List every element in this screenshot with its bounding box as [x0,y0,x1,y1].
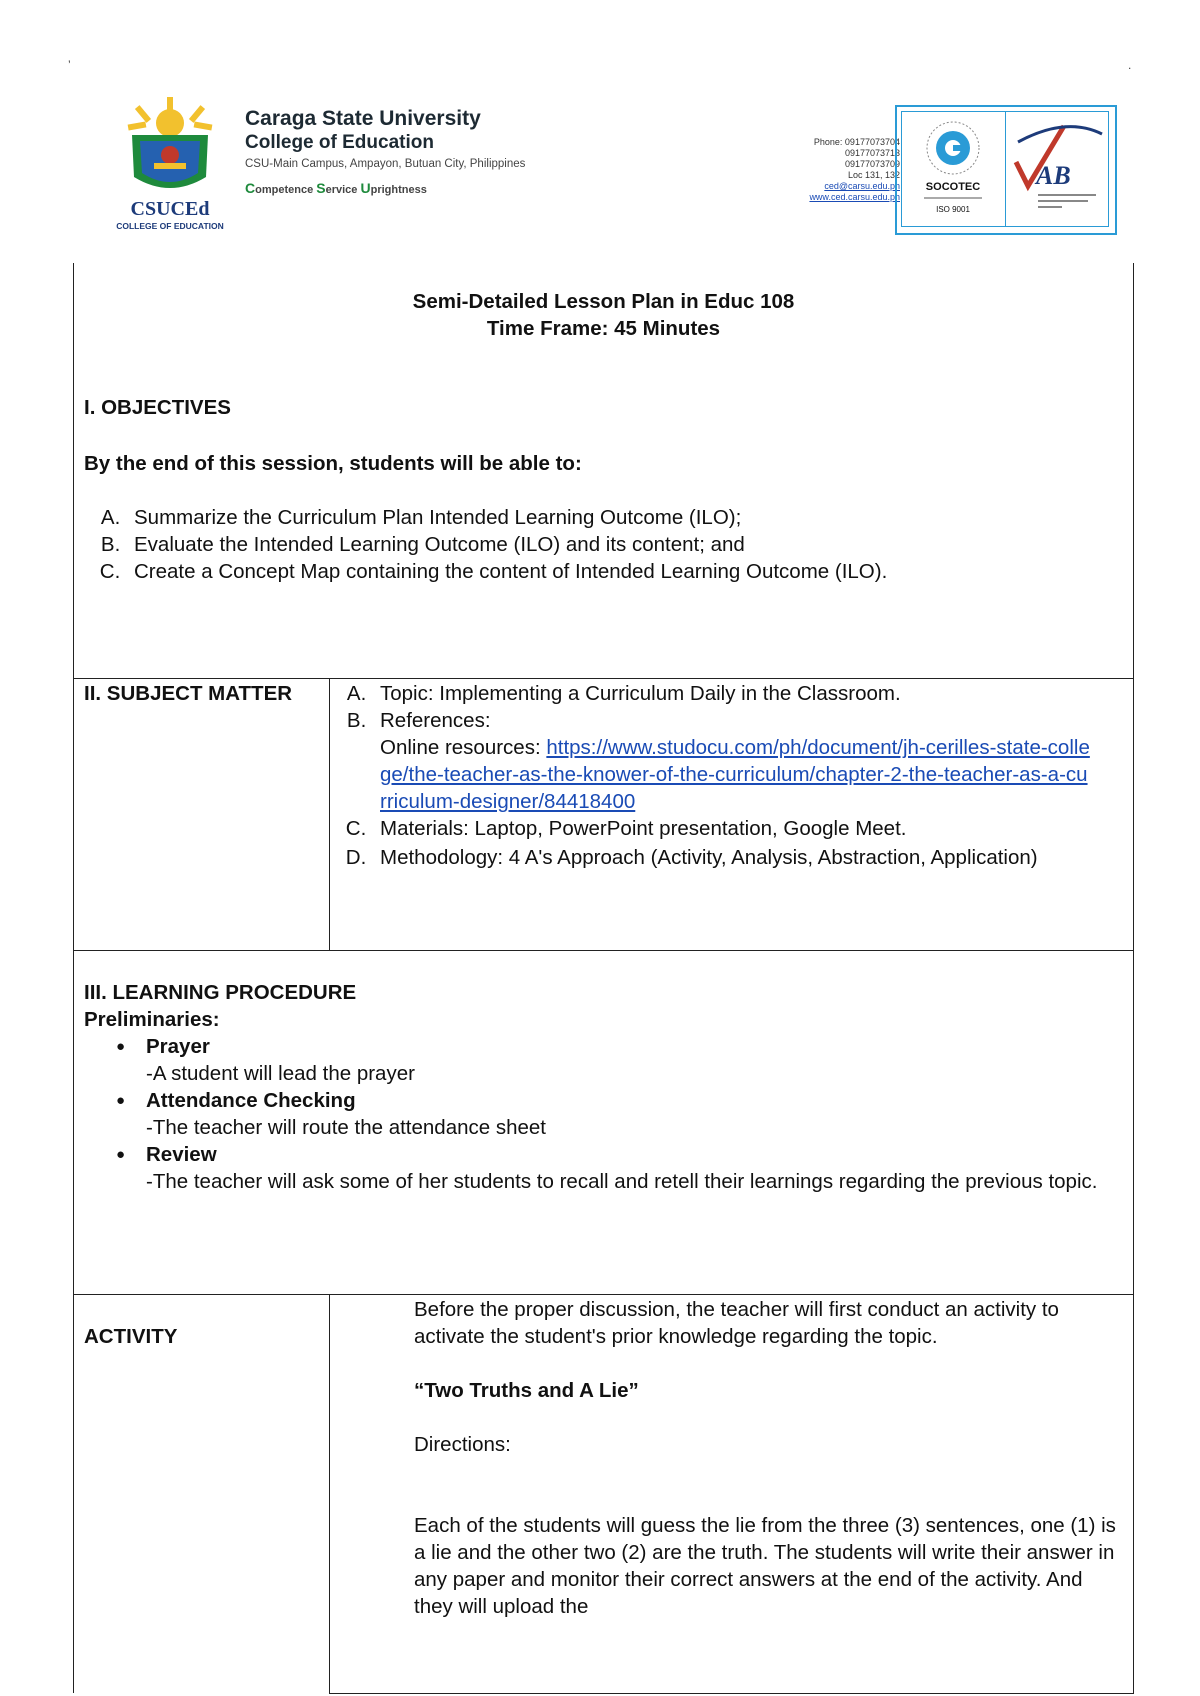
objective-item: A. Summarize the Curriculum Plan Intended Learning Outcome (ILO); [126,504,1123,531]
preliminary-item [116,1087,1123,1141]
university-info [245,107,525,196]
motto-word-competence: ompetence [255,184,317,196]
certification-inner [901,111,1109,227]
objective-item: B. Evaluate the Intended Learning Outcome (ILO) and its content; and [126,531,1123,558]
title-objectives-cell [74,263,1134,679]
iso-label: ISO 9001 [936,205,970,214]
preliminary-item [116,1033,1123,1087]
references-label: B. References: [380,709,491,732]
campus-address: CSU-Main Campus, Ampayon, Butuan City, Philippines [245,158,526,170]
preliminary-title: ● Prayer [146,1035,210,1058]
socotec-label: SOCOTEC [925,181,981,193]
contact-info [790,137,900,203]
motto-initial-c: C [245,180,256,196]
directions-label: Directions: [414,1433,511,1456]
contact-phone-3: 09177073709 [844,159,900,169]
subject-matter-content [330,679,1134,951]
contact-phone-2: 09177073713 [844,148,900,158]
preliminary-desc: -The teacher will ask some of her students to recall and retell their learnings regarding the previous topic. [146,1170,1098,1193]
preliminaries-heading: Preliminaries: [84,1008,220,1031]
learning-procedure-heading: III. LEARNING PROCEDURE [84,981,357,1004]
uab-accreditation-badge [1006,112,1108,226]
objectives-intro: By the end of this session, students will be able to: [84,452,582,475]
activity-intro: Before the proper discussion, the teacher will first conduct an activity to activate the student's prior knowledge regarding the topic. [414,1298,1059,1348]
online-resources [380,734,1093,815]
learning-procedure-cell [74,951,1134,1295]
crest-sublabel: COLLEGE OF EDUCATION [116,221,224,231]
preliminary-desc: -A student will lead the prayer [146,1062,415,1085]
online-resources-label: Online resources: [380,736,547,759]
university-name: Caraga State University [245,107,481,130]
preliminary-title: ● Review [146,1143,217,1166]
university-crest-logo [110,95,230,235]
page-mark-left: ’ [68,58,71,72]
preliminary-item [116,1141,1123,1195]
contact-email-link[interactable]: ced@carsu.edu.ph [824,181,900,191]
socotec-badge [902,112,1005,226]
letterhead [110,95,1120,240]
preliminaries-list [84,1033,1123,1195]
activity-directions: Each of the students will guess the lie from the three (3) sentences, one (1) is a lie and the other two (2) are the truth. The students will write their answer in any paper and monitor their correct answers at the end of the activity. And they will upload the [414,1514,1116,1618]
subject-matter-row [74,679,1134,951]
objectives-heading: I. OBJECTIVES [84,396,231,419]
motto-initial-s: S [316,180,326,196]
college-name: College of Education [245,132,434,153]
motto-word-service: ervice [325,184,361,196]
activity-game-title: “Two Truths and A Lie” [414,1379,639,1402]
references-item [372,707,1093,815]
motto-initial-u: U [360,180,371,196]
objective-item: C. Create a Concept Map containing the content of Intended Learning Outcome (ILO). [126,558,1123,585]
methodology-item: D. Methodology: 4 A's Approach (Activity, Analysis, Abstraction, Application) [372,844,1093,871]
materials-item: C. Materials: Laptop, PowerPoint presentation, Google Meet. [372,815,1093,842]
motto-word-uprightness: prightness [370,184,427,196]
learning-procedure-row [74,951,1134,1295]
online-resources-link[interactable]: https://www.studocu.com/ph/document/jh-cerilles-state-college/the-teacher-as-the-knower-of-the-curriculum/chapter-2-the-teacher-as-a-curriculum-designer/84418400 [380,736,1090,813]
time-frame: Time Frame: 45 Minutes [486,317,721,340]
activity-row [74,1295,1134,1694]
title-objectives-row [74,263,1134,679]
certification-box [895,105,1117,235]
crest-label: CSUCEd [130,198,210,220]
lesson-plan-title: Semi-Detailed Lesson Plan in Educ 108 [412,290,795,313]
subject-matter-list [340,680,1093,871]
uab-label: AB [1036,161,1071,190]
preliminary-desc: -The teacher will route the attendance sheet [146,1116,546,1139]
lesson-plan-table [73,263,1134,1694]
university-motto [245,180,525,196]
contact-website-link[interactable]: www.ced.carsu.edu.ph [809,192,900,202]
preliminary-title: ● Attendance Checking [146,1089,356,1112]
contact-phone-1: Phone: 09177073704 [813,137,900,147]
topic-item: A. Topic: Implementing a Curriculum Daily in the Classroom. [372,680,1093,707]
page-mark-right: . [1128,58,1132,72]
objectives-list [84,504,1123,585]
subject-matter-label: II. SUBJECT MATTER [74,679,330,951]
activity-content [330,1295,1134,1694]
activity-label: ACTIVITY [74,1295,330,1694]
contact-local: Loc 131, 132 [847,170,900,180]
